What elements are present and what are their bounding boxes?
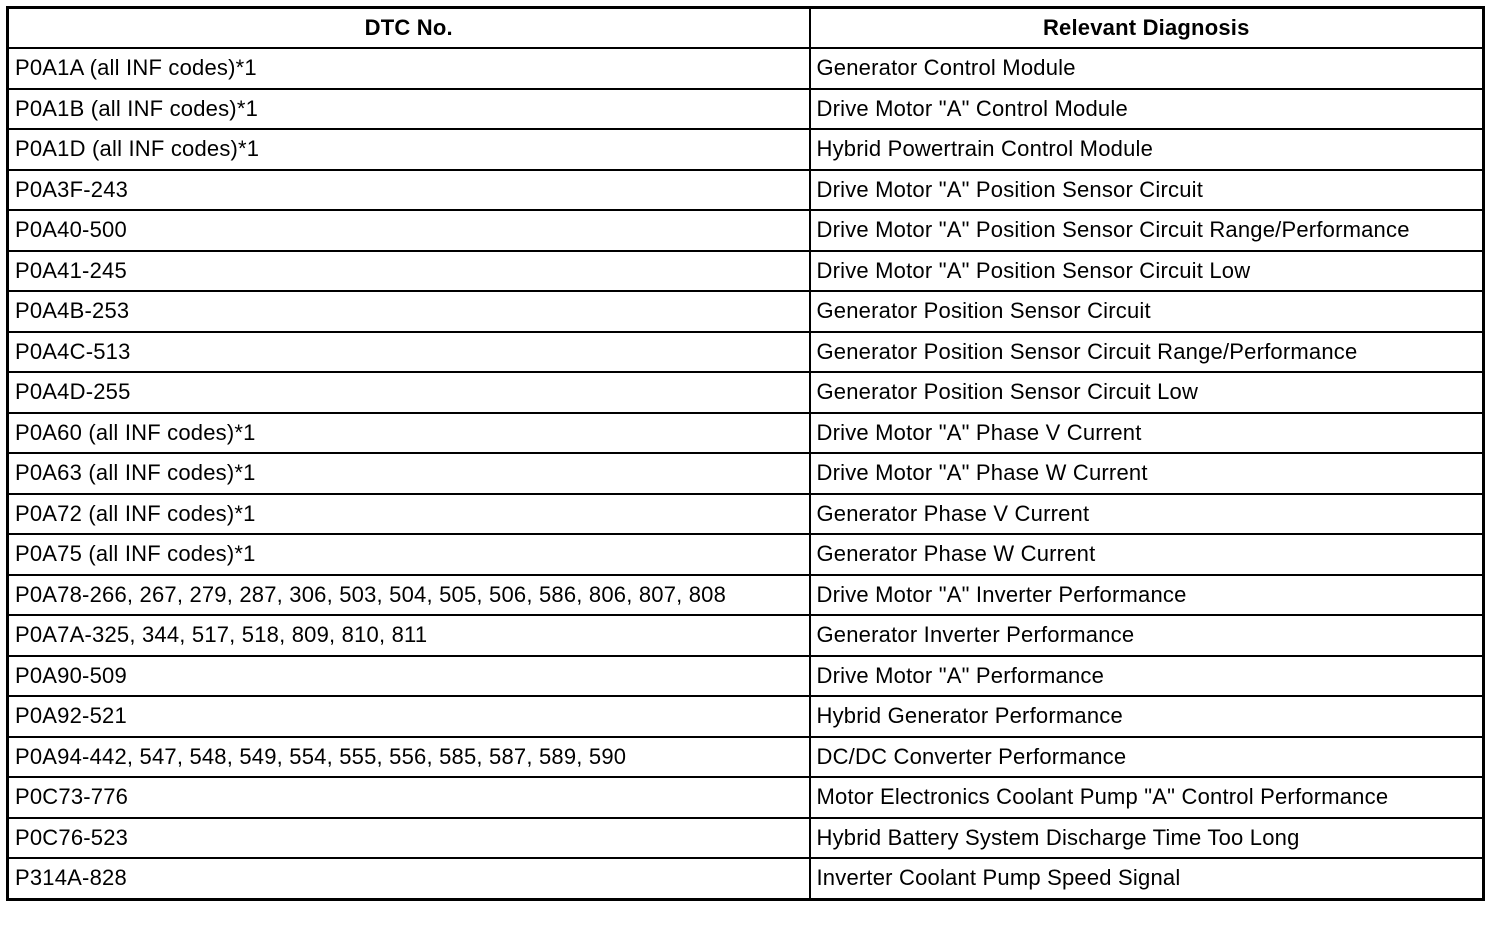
dtc-code-cell: P0A72 (all INF codes)*1	[8, 494, 810, 535]
diagnosis-cell: Motor Electronics Coolant Pump "A" Control Performance	[810, 777, 1484, 818]
dtc-code-cell: P0A4B-253	[8, 291, 810, 332]
dtc-code-cell: P0A41-245	[8, 251, 810, 292]
table-row	[8, 737, 1484, 778]
diagnosis-cell: DC/DC Converter Performance	[810, 737, 1484, 778]
table-row	[8, 89, 1484, 130]
dtc-code-cell: P0A1D (all INF codes)*1	[8, 129, 810, 170]
dtc-code-cell: P0A60 (all INF codes)*1	[8, 413, 810, 454]
dtc-code-cell: P0A3F-243	[8, 170, 810, 211]
dtc-code-cell: P0A78-266, 267, 279, 287, 306, 503, 504, 505, 506, 586, 806, 807, 808	[8, 575, 810, 616]
diagnosis-cell: Drive Motor "A" Position Sensor Circuit Range/Performance	[810, 210, 1484, 251]
dtc-code-cell: P0A1B (all INF codes)*1	[8, 89, 810, 130]
table-row	[8, 656, 1484, 697]
diagnosis-cell: Drive Motor "A" Position Sensor Circuit	[810, 170, 1484, 211]
table-row	[8, 129, 1484, 170]
table-row	[8, 48, 1484, 89]
diagnosis-cell: Generator Phase V Current	[810, 494, 1484, 535]
diagnosis-cell: Drive Motor "A" Phase W Current	[810, 453, 1484, 494]
dtc-table	[6, 6, 1485, 901]
table-row	[8, 170, 1484, 211]
dtc-code-cell: P0A7A-325, 344, 517, 518, 809, 810, 811	[8, 615, 810, 656]
dtc-code-cell: P0A94-442, 547, 548, 549, 554, 555, 556, 585, 587, 589, 590	[8, 737, 810, 778]
diagnosis-cell: Generator Control Module	[810, 48, 1484, 89]
table-row	[8, 251, 1484, 292]
table-row	[8, 534, 1484, 575]
table-row	[8, 858, 1484, 899]
table-row	[8, 372, 1484, 413]
dtc-code-cell: P0A63 (all INF codes)*1	[8, 453, 810, 494]
table-body	[8, 48, 1484, 899]
diagnosis-cell: Hybrid Powertrain Control Module	[810, 129, 1484, 170]
table-row	[8, 696, 1484, 737]
diagnosis-cell: Inverter Coolant Pump Speed Signal	[810, 858, 1484, 899]
dtc-code-cell: P0A4D-255	[8, 372, 810, 413]
table-row	[8, 615, 1484, 656]
table-row	[8, 818, 1484, 859]
table-row	[8, 210, 1484, 251]
diagnosis-cell: Hybrid Generator Performance	[810, 696, 1484, 737]
dtc-code-cell: P0C73-776	[8, 777, 810, 818]
table-row	[8, 494, 1484, 535]
dtc-code-cell: P314A-828	[8, 858, 810, 899]
diagnosis-cell: Generator Position Sensor Circuit	[810, 291, 1484, 332]
table-row	[8, 413, 1484, 454]
column-header-dtc-no: DTC No.	[8, 8, 810, 49]
diagnosis-cell: Generator Position Sensor Circuit Low	[810, 372, 1484, 413]
dtc-code-cell: P0A75 (all INF codes)*1	[8, 534, 810, 575]
table-header	[8, 8, 1484, 49]
table-row	[8, 453, 1484, 494]
dtc-code-cell: P0A1A (all INF codes)*1	[8, 48, 810, 89]
table-row	[8, 777, 1484, 818]
diagnosis-cell: Hybrid Battery System Discharge Time Too Long	[810, 818, 1484, 859]
dtc-code-cell: P0A92-521	[8, 696, 810, 737]
dtc-code-cell: P0A40-500	[8, 210, 810, 251]
diagnosis-cell: Drive Motor "A" Performance	[810, 656, 1484, 697]
header-row	[8, 8, 1484, 49]
table-row	[8, 291, 1484, 332]
dtc-code-cell: P0C76-523	[8, 818, 810, 859]
table-row	[8, 575, 1484, 616]
diagnosis-cell: Drive Motor "A" Inverter Performance	[810, 575, 1484, 616]
table-row	[8, 332, 1484, 373]
diagnosis-cell: Drive Motor "A" Control Module	[810, 89, 1484, 130]
column-header-relevant-diagnosis: Relevant Diagnosis	[810, 8, 1484, 49]
diagnosis-cell: Generator Inverter Performance	[810, 615, 1484, 656]
dtc-code-cell: P0A90-509	[8, 656, 810, 697]
diagnosis-cell: Drive Motor "A" Phase V Current	[810, 413, 1484, 454]
diagnosis-cell: Drive Motor "A" Position Sensor Circuit Low	[810, 251, 1484, 292]
diagnosis-cell: Generator Phase W Current	[810, 534, 1484, 575]
dtc-code-cell: P0A4C-513	[8, 332, 810, 373]
diagnosis-cell: Generator Position Sensor Circuit Range/Performance	[810, 332, 1484, 373]
